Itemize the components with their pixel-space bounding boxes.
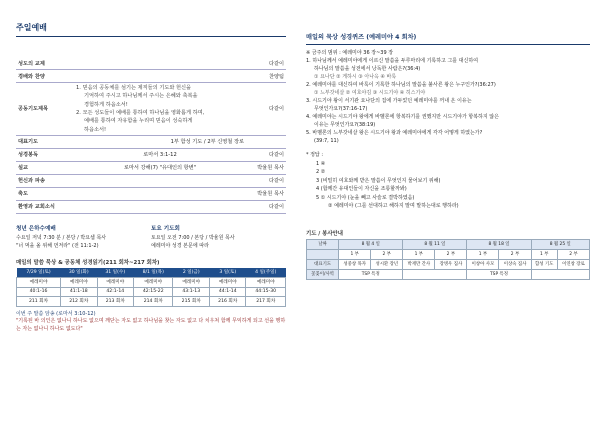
worship-detail: 로마서 3:1-12 <box>143 152 177 159</box>
schedule-chapter: 42:15-22 <box>134 287 173 296</box>
worship-label: 공동기도제목 <box>18 106 49 113</box>
answers-title: * 정답 : <box>306 152 324 158</box>
schedule-header: 30 일(화) <box>61 268 98 278</box>
serve-date: 8 월 11 일 <box>403 239 467 249</box>
reading-schedule-table <box>16 268 286 307</box>
worship-label: 경배와 찬양 <box>18 73 45 80</box>
bible-quiz-title: 매일의 묵상 성경퀴즈 (예레미야 4 회차) <box>306 32 590 45</box>
schedule-round: 212 회차 <box>61 296 98 306</box>
serve-prayer-name: 성중창 목자 <box>339 259 371 269</box>
worship-leader: 박율원 목사 <box>257 165 284 172</box>
prayer-items <box>76 84 244 134</box>
serve-prayer-name: 함성 기도 <box>531 259 557 269</box>
schedule-round: 216 회차 <box>209 296 246 306</box>
schedule-chapter: 44:15-30 <box>246 287 286 296</box>
worship-row <box>16 149 286 162</box>
answer-item: 3 (비밀히 여호와께 받은 말씀이 무엇인지 물어보기 위해) <box>316 177 441 184</box>
worship-row <box>16 162 286 175</box>
prayer-line: 기억하여 주시고 하나님께서 주시는 은혜와 축복을 <box>84 93 198 100</box>
schedule-header: 2 일(금) <box>173 268 210 278</box>
schedule-header: 4 일(주일) <box>246 268 286 278</box>
serve-part: 2 부 <box>557 249 589 259</box>
schedule-header: 8/1 일(목) <box>134 268 173 278</box>
worship-leader: 다같이 <box>268 152 284 159</box>
schedule-header-row <box>17 268 286 278</box>
service-guide-title: 기도 / 봉사안내 <box>306 230 343 237</box>
worship-label: 헌신과 파송 <box>18 178 45 185</box>
serve-flower <box>531 269 589 279</box>
schedule-round-row <box>17 296 286 306</box>
worship-row-prayer <box>16 83 286 136</box>
worship-label: 환영과 교회소식 <box>18 204 55 211</box>
serve-part: 1 부 <box>339 249 371 259</box>
serve-date: 8 월 4 일 <box>339 239 403 249</box>
schedule-book: 예레미야 <box>173 277 210 287</box>
schedule-round: 215 회차 <box>173 296 210 306</box>
worship-detail: 1부 함성 기도 / 2부 신영철 장로 <box>170 139 244 146</box>
schedule-chapter: 41:1-18 <box>61 287 98 296</box>
worship-row <box>16 70 286 83</box>
quiz-question: 2. 예레미야를 대신하여 바룩이 기록한 하나님의 말씀을 불사른 왕은 누구인가?(36:27) <box>306 82 496 88</box>
worship-leader: 찬양팀 <box>268 73 284 80</box>
worship-detail: 로마서 강해(7) "유대인의 항변" <box>123 165 197 172</box>
serve-flower: TSP 특정 <box>339 269 403 279</box>
serve-date-row <box>307 239 590 249</box>
serve-part: 1 부 <box>467 249 499 259</box>
serve-prayer-name: 이창아 사모 <box>467 259 499 269</box>
serve-date-label: 날짜 <box>307 239 339 249</box>
serve-prayer-label: 대표기도 <box>307 259 339 269</box>
saturday-prayer-box <box>151 224 286 250</box>
quiz-options: ① 요나단 ② 게하시 ③ 아나옥 ④ 바룩 <box>314 74 397 80</box>
schedule-chapter: 44:1-14 <box>209 287 246 296</box>
prayer-line: 예배를 통하여 자유함을 누리며 믿음이 성숙하게 <box>84 118 193 125</box>
serve-prayer-name: 이상숙 집사 <box>499 259 531 269</box>
schedule-book: 예레미야 <box>134 277 173 287</box>
bible-quiz <box>306 49 590 145</box>
saturday-prayer-text: 예레미야 성경 본문에 따라 <box>151 242 209 249</box>
serve-prayer-name: 이연창 장로 <box>557 259 589 269</box>
quiz-question-cont: 무엇인가요?(37:16-17) <box>314 106 368 112</box>
quiz-range: ※ 금주의 범위 : 예레미야 36 장~39 장 <box>306 50 394 56</box>
sunday-worship-title: 주일예배 <box>16 22 286 37</box>
quiz-question: 1. 하나님께서 예레미야에게 이르신 말씀을 두루마리에 기록하고 그를 대신하여 <box>306 58 479 64</box>
worship-row <box>16 136 286 149</box>
serve-date: 8 월 18 일 <box>467 239 531 249</box>
quiz-options: ① 느부갓네살 ② 여호야김 ③ 시드기야 ④ 히스기야 <box>314 90 426 96</box>
right-column <box>306 22 590 280</box>
schedule-round: 213 회차 <box>97 296 134 306</box>
memory-verse <box>16 311 286 334</box>
quiz-question: 3. 시드기야 왕이 서기관 요나단의 집에 가두었던 예레미야를 꺼내 온 이유는 <box>306 98 472 104</box>
worship-order <box>16 57 286 214</box>
youth-service-time: 수요일 저녁 7:30 분 / 본당 / 박요셉 목사 <box>16 234 107 241</box>
worship-row <box>16 57 286 70</box>
worship-label: 대표기도 <box>18 139 39 146</box>
schedule-book: 예레미야 <box>97 277 134 287</box>
answer-item: 2 ② <box>316 169 326 175</box>
memory-verse-text: "기록된 바 의인은 없나니 하나도 없으며 깨닫는 자도 없고 하나님을 찾는 자도 없고 다 치우쳐 함께 무익하게 되고 선을 행하는 자는 없나니 하나도 없도다" <box>16 318 286 332</box>
schedule-round: 211 회차 <box>17 296 61 306</box>
schedule-header: 3 일(토) <box>209 268 246 278</box>
schedule-book: 예레미야 <box>246 277 286 287</box>
youth-service-text: "너 먹을 올 위해 먼저라" (전 11:1-2) <box>16 242 99 249</box>
serve-part-row <box>307 249 590 259</box>
service-guide-table <box>306 239 590 280</box>
saturday-prayer-time: 토요일 오전 7:00 / 본당 / 박율원 목사 <box>151 234 235 241</box>
serve-part: 1 부 <box>403 249 435 259</box>
worship-label: 성경봉독 <box>18 152 39 159</box>
worship-leader: 다같이 <box>268 60 284 67</box>
serve-date: 8 월 25 일 <box>531 239 589 249</box>
memory-verse-title: 이번 주 말씀 암송 (로마서 3:10-12) <box>16 310 96 317</box>
schedule-round: 217 회차 <box>246 296 286 306</box>
weekday-services <box>16 224 286 250</box>
quiz-question-cont: 하나님의 말씀을 성전에서 낭독한 사람은?(36:4) <box>314 66 421 72</box>
schedule-chapter-row <box>17 287 286 296</box>
serve-part: 2 부 <box>499 249 531 259</box>
saturday-prayer-title: 토요 기도회 <box>151 225 180 232</box>
serve-prayer-row <box>307 259 590 269</box>
worship-label: 설교 <box>18 165 29 172</box>
prayer-line: 경험하게 하옵소서! <box>84 101 128 108</box>
answer-item: 4 (합께간 유대인들이 자신을 조롱할까봐) <box>316 186 407 192</box>
worship-row <box>16 175 286 188</box>
serve-flower <box>403 269 467 279</box>
serve-part: 1 부 <box>531 249 557 259</box>
schedule-book-row <box>17 277 286 287</box>
worship-label: 축도 <box>18 191 29 198</box>
worship-row <box>16 188 286 201</box>
left-column <box>16 22 286 333</box>
serve-flower-label: 꽃꽂이/사역 <box>307 269 339 279</box>
quiz-question-cont: 이유는 무엇인가요?(38:19) <box>314 122 376 128</box>
worship-leader: 다같이 <box>268 204 284 211</box>
quiz-question: 5. 바벨론의 느부갓네살 왕은 시드기야 왕과 예레미야에게 각각 어떻게 하였는가? <box>306 130 483 136</box>
worship-label: 성도의 교제 <box>18 60 45 67</box>
serve-prayer-name: 성시환 장년 <box>371 259 403 269</box>
quiz-question: 4. 예레미야는 시드기야 왕에게 바벨론에 항복하기를 권했지만 시드기야가 항복하지 않은 <box>306 114 499 120</box>
quiz-answers <box>306 151 590 211</box>
serve-flower-row <box>307 269 590 279</box>
worship-leader: 다같이 <box>268 106 284 113</box>
answer-item: 1 ④ <box>316 160 326 167</box>
schedule-book: 예레미야 <box>209 277 246 287</box>
youth-service-box <box>16 224 151 250</box>
schedule-header: 7/29 일(토) <box>17 268 61 278</box>
youth-service-title: 청년 은하수예배 <box>16 225 56 232</box>
answer-item: 5 ① 시드기야 (눈을 빼고 사슬로 결박하였음) <box>316 194 415 201</box>
schedule-header: 31 일(수) <box>97 268 134 278</box>
schedule-chapter: 43:1-13 <box>173 287 210 296</box>
prayer-line: 2. 모든 성도들이 예배를 통하여 하나님을 영화롭게 하며, <box>76 109 205 116</box>
worship-row <box>16 201 286 214</box>
serve-prayer-name: 박재만 간사 <box>403 259 435 269</box>
prayer-line: 1. 믿음의 공동체를 섬기는 제직들의 기도와 헌신을 <box>76 85 192 91</box>
worship-leader: 박율원 목사 <box>257 191 284 198</box>
serve-part: 2 부 <box>435 249 467 259</box>
serve-flower: TSP 특정 <box>467 269 531 279</box>
schedule-chapter: 40:1-16 <box>17 287 61 296</box>
answer-item: ② 예레미야 (그를 선대하고 해하지 말며 말하는대로 행하라) <box>328 203 459 209</box>
quiz-question-cont: (39:7, 11) <box>314 138 339 144</box>
reading-schedule-title: 매일의 말씀 묵상 & 공동체 성경읽기(211 회차~217 회차) <box>16 259 160 266</box>
schedule-book: 예레미야 <box>61 277 98 287</box>
schedule-chapter: 42:1-14 <box>97 287 134 296</box>
prayer-line: 하옵소서! <box>84 126 107 133</box>
schedule-round: 214 회차 <box>134 296 173 306</box>
serve-prayer-name: 장병우 집사 <box>435 259 467 269</box>
serve-part: 2 부 <box>371 249 403 259</box>
worship-leader: 다같이 <box>268 178 284 185</box>
schedule-book: 예레미야 <box>17 277 61 287</box>
